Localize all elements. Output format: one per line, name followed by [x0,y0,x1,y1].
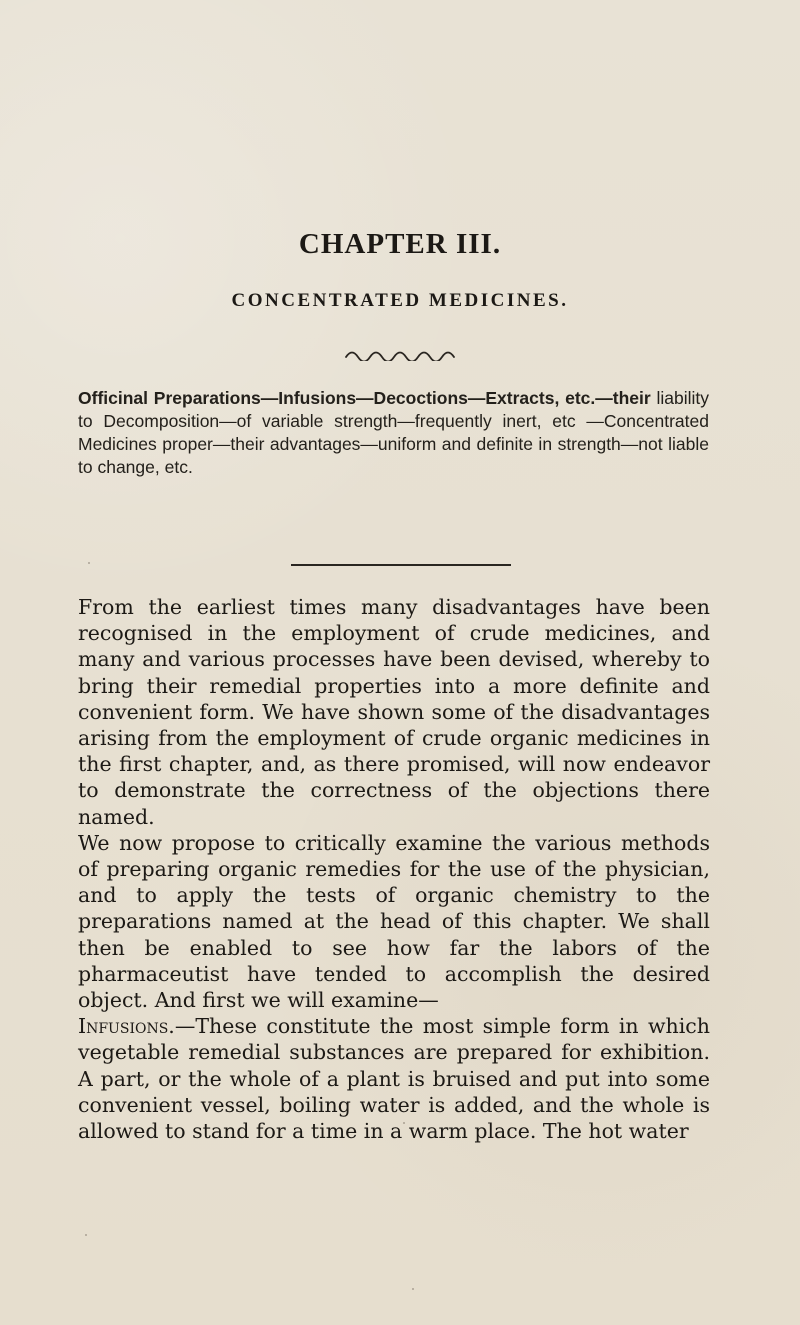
paper-speck [85,1234,87,1236]
paper-speck [412,1288,414,1290]
main-text [78,594,710,1144]
paper-speck [403,1122,405,1124]
paragraph-1: From the earliest times many disadvantages have been recognised in the employment of crude medicines, and many and various processes have been devised, whereby to bring their remedial properties into a more definite and convenient form. We have shown some of the disadvantages arising from the employment of crude organic medicines in the first chapter, and, as there promised, will now endeavor to demonstrate the correctness of the objections there named. [78,595,710,829]
paragraph-2: We now propose to critically examine the various methods of preparing organic remedies for the use of the physician, and to apply the tests of organic chemistry to the preparations named at the head of this chapter. We shall then be enabled to see how far the labors of the pharmaceutist have tended to accomplish the desired object. And first we will examine— [78,830,710,1013]
section-heading-infusions: Infusions. [78,1014,175,1039]
chapter-subtitle: CONCENTRATED MEDICINES. [231,290,569,311]
summary-rest: liability to Decomposition—of variable strength—frequently inert, etc —Concentrated Medicines proper—their advantages—uniform and definite in strength—not liable to change, etc. [78,388,709,477]
chapter-title: CHAPTER III. [298,228,502,260]
paragraph-3 [78,1013,710,1144]
paragraph-3-text: —These constitute the most simple form in which vegetable remedial substances are prepared for exhibition. A part, or the whole of a plant is bruised and put into some convenient vessel, boiling water is added, and the whole is allowed to stand for a time in a warm place. The hot water [78,1014,710,1144]
chapter-summary [78,387,709,479]
paper-speck [88,562,90,564]
horizontal-rule [291,564,511,566]
summary-lead: Officinal Preparations—Infusions—Decoctions—Extracts, etc.—their [78,388,651,408]
ornamental-divider [344,349,456,361]
